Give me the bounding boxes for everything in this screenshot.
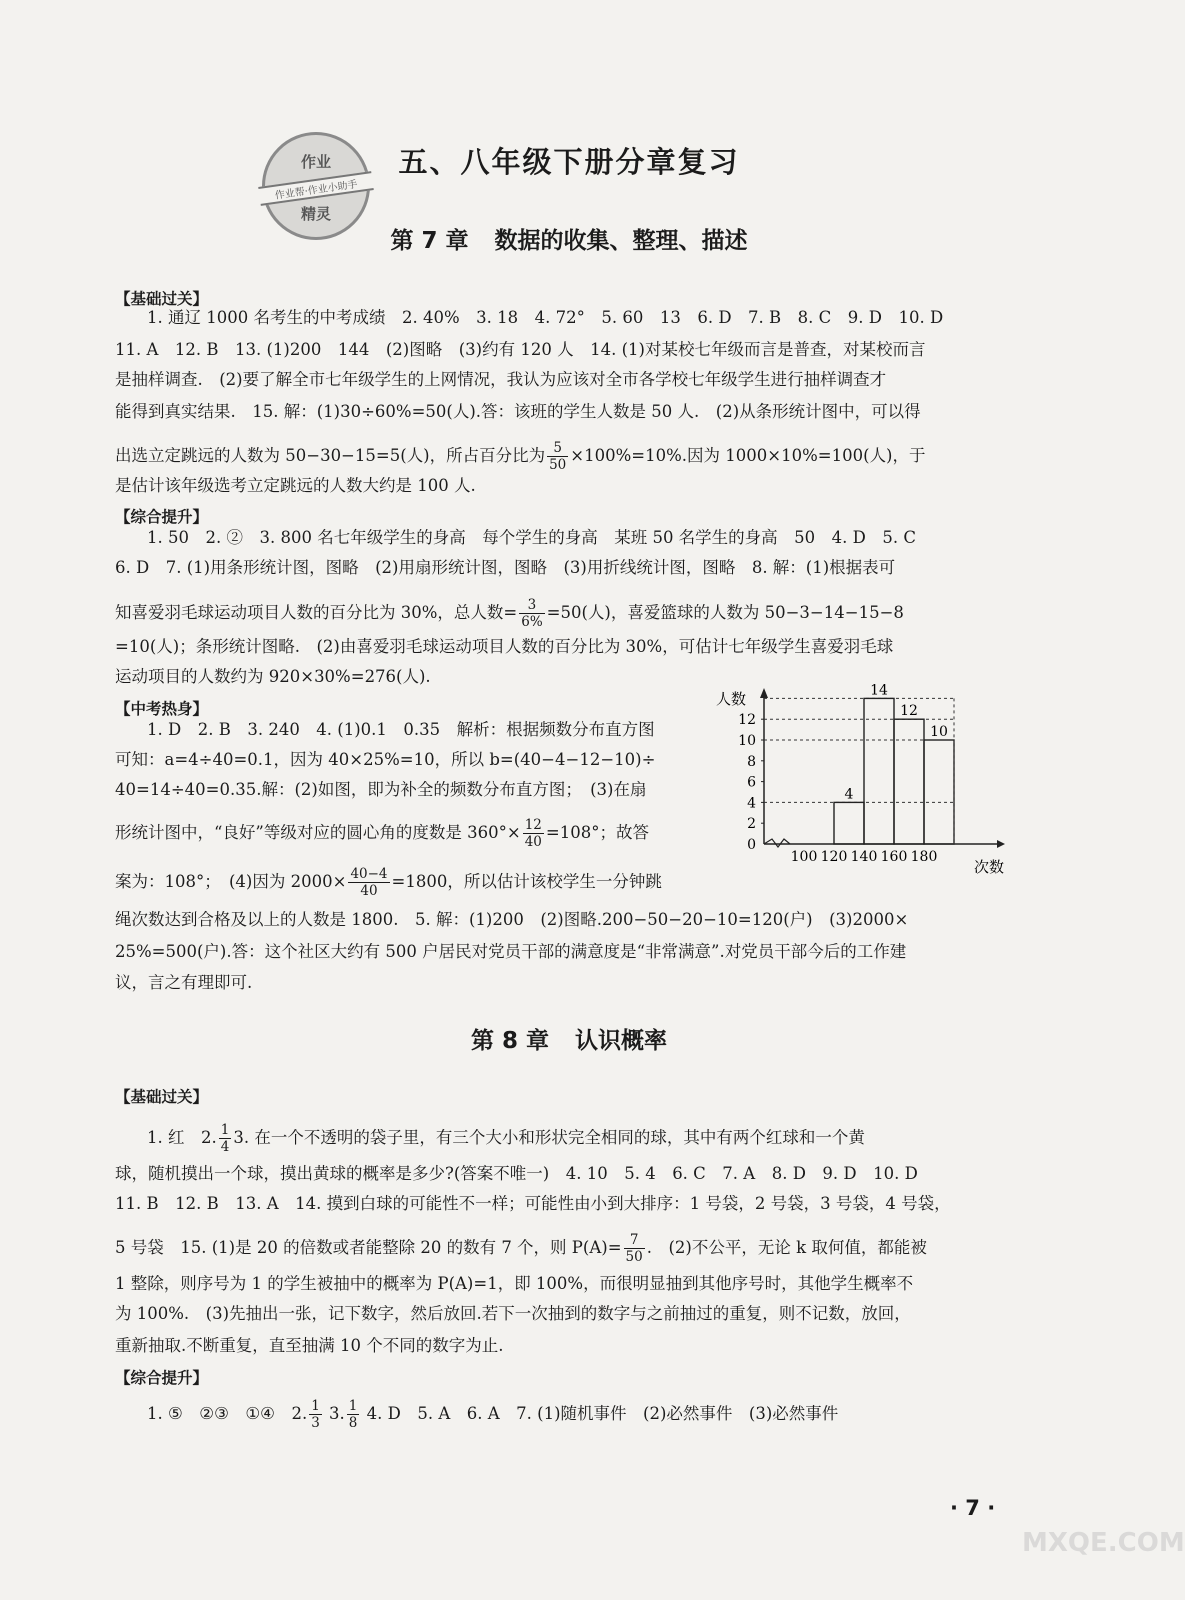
x-tick-label: 140 xyxy=(850,849,878,865)
bar-value-label: 14 xyxy=(870,682,888,699)
fraction: $\frac{3}{6\%}$ xyxy=(521,597,543,630)
stamp-bottom-text: 精灵 xyxy=(300,205,331,223)
chapter-7-title xyxy=(0,222,1138,255)
answer-text: 3. xyxy=(329,1404,345,1423)
answer-text: 出选立定跳远的人数为 50−30−15=5(人)，所占百分比为 xyxy=(115,446,546,465)
bar-value-label: 12 xyxy=(900,703,918,720)
stamp-middle-text: 作业帮·作业小助手 xyxy=(258,171,374,206)
answer-line: 是抽样调查. (2)要了解全市七年级学生的上网情况，我认为应该对全市各学校七年级学生进行抽样调查才 xyxy=(115,370,887,389)
fraction: $\frac{1}{8}$ xyxy=(348,1398,358,1431)
axis-break xyxy=(764,839,790,847)
answer-line: 为 100%. (3)先抽出一张，记下数字，然后放回.若下一次抽到的数字与之前抽过的重复，则不记数，放回， xyxy=(115,1304,911,1323)
bar-value-label: 4 xyxy=(844,786,854,803)
answer-text: 5 号袋 15. (1)是 20 的倍数或者能整除 20 的数有 7 个，则 P(A)= xyxy=(115,1238,622,1257)
section-heading: 【基础过关】 xyxy=(115,290,209,308)
y-tick-label: 12 xyxy=(738,712,756,729)
answer-line xyxy=(115,597,1023,630)
answer-text: 案为：108°； (4)因为 2000× xyxy=(115,872,347,891)
answer-text: 1. 红 2. xyxy=(147,1128,217,1147)
fraction: $\frac{5}{50}$ xyxy=(549,440,567,473)
answer-text: 知喜爱羽毛球运动项目人数的百分比为 30%，总人数= xyxy=(115,603,518,622)
answer-line: 议，言之有理即可. xyxy=(115,973,253,992)
watermark-logo: MXQE.COM xyxy=(1022,1528,1185,1558)
chapter-7-number: 第 7 章 xyxy=(390,228,469,254)
section-heading: 【综合提升】 xyxy=(115,1369,209,1387)
x-axis-label: 次数 xyxy=(974,858,1005,876)
histogram-bar xyxy=(894,719,924,844)
answer-text: 4. D 5. A 6. A 7. (1)随机事件 (2)必然事件 (3)必然事件 xyxy=(366,1404,839,1423)
chapter-8-name: 认识概率 xyxy=(575,1028,668,1054)
answer-line xyxy=(147,1398,1023,1431)
answer-text: =50(人)，喜爱篮球的人数为 50−3−14−15−8 xyxy=(546,603,904,622)
answer-line: 可知：a=4÷40=0.1，因为 40×25%=10，所以 b=(40−4−12−10)÷ xyxy=(115,750,656,769)
fraction: $\frac{1}{3}$ xyxy=(311,1398,320,1431)
x-axis-arrow xyxy=(997,840,1005,848)
histogram-bar xyxy=(924,740,954,844)
answer-line xyxy=(115,1232,1023,1265)
answer-line: =10(人)；条形统计图略. (2)由喜爱羽毛球运动项目人数的百分比为 30%，可估计七年级学生喜爱羽毛球 xyxy=(115,637,894,656)
answer-line: 是估计该年级选考立定跳远的人数大约是 100 人. xyxy=(115,476,476,495)
frequency-histogram xyxy=(712,682,1022,882)
y-tick-label: 2 xyxy=(747,816,756,833)
answer-line: 球，随机摸出一个球，摸出黄球的概率是多少?(答案不唯一) 4. 10 5. 4 6. C 7. A 8. D 9. D 10. D xyxy=(115,1164,918,1183)
answer-text: 形统计图中，“良好”等级对应的圆心角的度数是 360°× xyxy=(115,823,521,842)
answer-line: 1. D 2. B 3. 240 4. (1)0.1 0.35 解析：根据频数分布直方图 xyxy=(147,720,655,739)
x-tick-label: 180 xyxy=(910,849,938,865)
answer-line: 绳次数达到合格及以上的人数是 1800. 5. 解：(1)200 (2)图略.200−50−20−10=120(户) (3)2000× xyxy=(115,910,909,929)
section-heading: 【基础过关】 xyxy=(115,1088,209,1106)
section-heading: 【中考热身】 xyxy=(115,700,209,718)
page-title: 五、八年级下册分章复习 xyxy=(398,145,740,179)
chapter-8-number: 第 8 章 xyxy=(470,1028,550,1054)
x-tick-label: 120 xyxy=(820,849,848,865)
answer-line: 11. A 12. B 13. (1)200 144 (2)图略 (3)约有 120 人 14. (1)对某校七年级而言是普查，对某校而言 xyxy=(115,340,926,359)
answer-line xyxy=(147,1122,1023,1155)
answer-line: 1 整除，则序号为 1 的学生被抽中的概率为 P(A)=1，即 100%，而很明显抽到其他序号时，其他学生概率不 xyxy=(115,1274,914,1293)
histogram-bar xyxy=(834,802,864,844)
page-number: · 7 · xyxy=(950,1496,996,1520)
y-axis-arrow xyxy=(760,688,768,698)
y-tick-label: 0 xyxy=(747,837,756,853)
section-heading: 【综合提升】 xyxy=(115,508,209,526)
answer-line: 运动项目的人数约为 920×30%=276(人). xyxy=(115,667,431,686)
answer-text: . (2)不公平，无论 k 取何值，都能被 xyxy=(646,1238,927,1257)
stamp-top-text: 作业 xyxy=(300,153,331,171)
chapter-7-name: 数据的收集、整理、描述 xyxy=(494,228,748,254)
y-axis-label: 人数 xyxy=(716,690,747,708)
answer-text: =108°；故答 xyxy=(545,823,649,842)
answer-line xyxy=(115,817,715,850)
chapter-8-title xyxy=(0,1022,1138,1055)
answer-line: 25%=500(户).答：这个社区大约有 500 户居民对党员干部的满意度是“非常满意”.对党员干部今后的工作建 xyxy=(115,942,907,961)
y-tick-label: 10 xyxy=(738,733,756,749)
x-tick-label: 100 xyxy=(790,849,818,865)
answer-line: 6. D 7. (1)用条形统计图，图略 (2)用扇形统计图，图略 (3)用折线统计图，图略 8. 解：(1)根据表可 xyxy=(115,558,896,577)
fraction: $\frac{12}{40}$ xyxy=(524,817,542,850)
answer-text: =1800，所以估计该校学生一分钟跳 xyxy=(391,872,662,891)
y-tick-label: 4 xyxy=(747,795,756,812)
answer-line: 11. B 12. B 13. A 14. 摸到白球的可能性不一样；可能性由小到大排序：1 号袋，2 号袋，3 号袋，4 号袋， xyxy=(115,1194,951,1213)
answer-line: 40=14÷40=0.35.解：(2)如图，即为补全的频数分布直方图； (3)在扇 xyxy=(115,780,647,799)
bar-value-label: 10 xyxy=(930,724,948,740)
y-tick-label: 8 xyxy=(747,753,756,770)
answer-text: 1. ⑤ ②③ ①④ 2. xyxy=(147,1404,308,1423)
answer-line xyxy=(115,866,715,899)
answer-line: 1. 50 2. ② 3. 800 名七年级学生的身高 每个学生的身高 某班 50 名学生的身高 50 4. D 5. C xyxy=(147,528,917,547)
answer-line: 能得到真实结果. 15. 解：(1)30÷60%=50(人).答：该班的学生人数是 50 人. (2)从条形统计图中，可以得 xyxy=(115,402,921,421)
answer-text: ×100%=10%.因为 1000×10%=100(人)，于 xyxy=(570,446,926,465)
histogram-bar xyxy=(864,698,894,844)
x-tick-label: 160 xyxy=(880,849,908,865)
answer-text: 3. 在一个不透明的袋子里，有三个大小和形状完全相同的球，其中有两个红球和一个黄 xyxy=(233,1128,865,1147)
fraction: $\frac{7}{50}$ xyxy=(625,1232,643,1265)
answer-line xyxy=(115,440,1023,473)
y-tick-label: 6 xyxy=(747,774,756,791)
answer-line: 1. 通辽 1000 名考生的中考成绩 2. 40% 3. 18 4. 72° 5. 60 13 6. D 7. B 8. C 9. D 10. D xyxy=(147,308,944,327)
answer-line: 重新抽取.不断重复，直至抽满 10 个不同的数字为止. xyxy=(115,1336,504,1355)
fraction: $\frac{1}{4}$ xyxy=(220,1122,230,1155)
fraction: $\frac{40-4}{40}$ xyxy=(350,866,388,899)
